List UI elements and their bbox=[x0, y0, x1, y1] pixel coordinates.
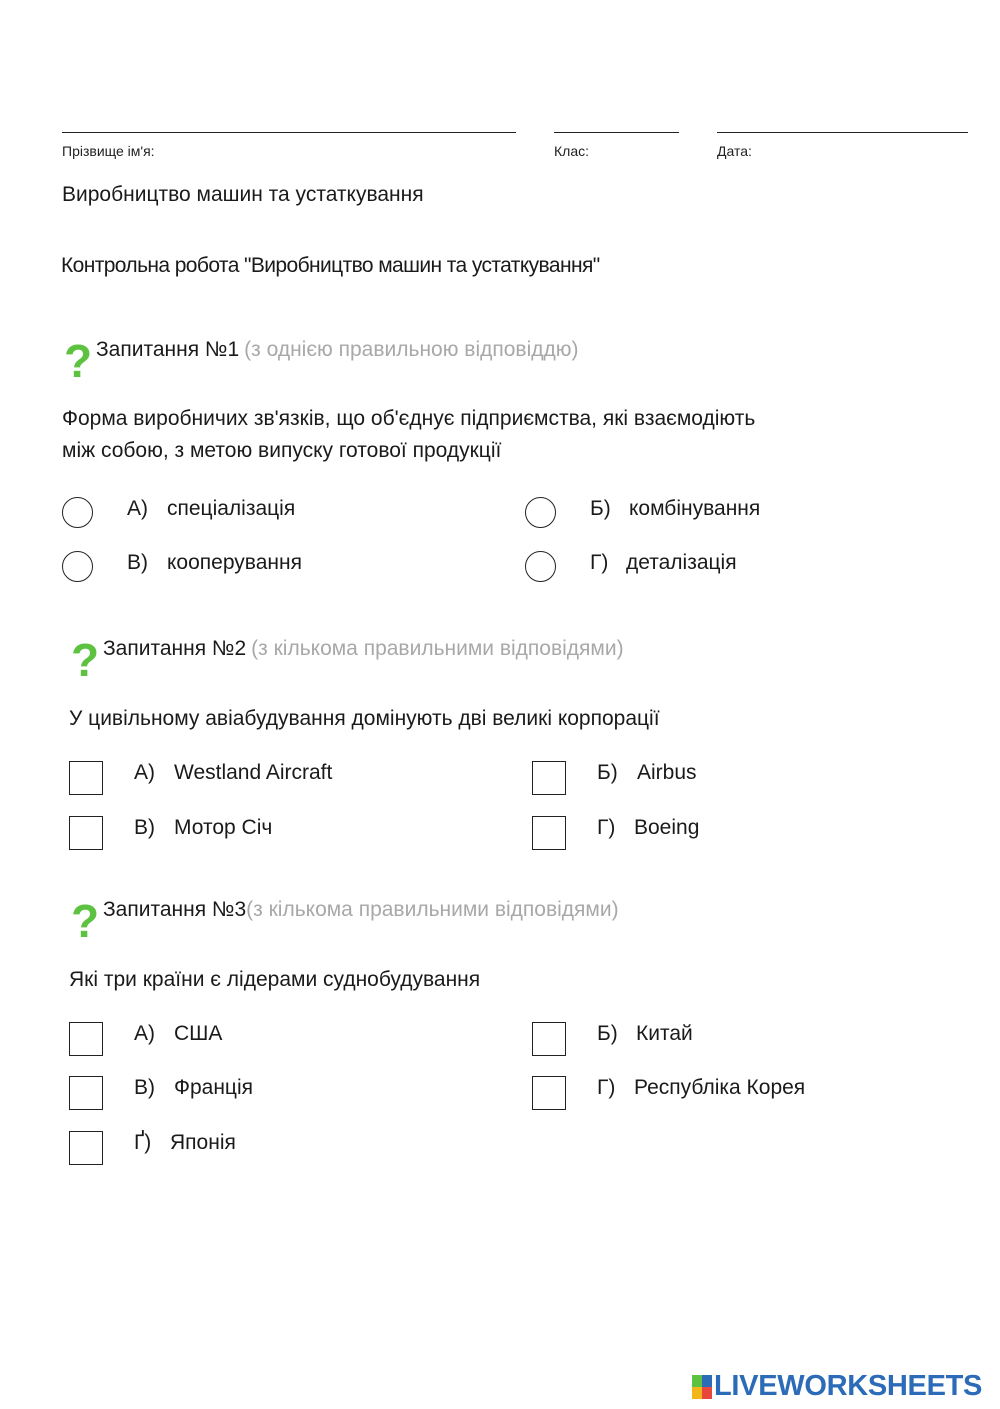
q2-option-d-checkbox[interactable] bbox=[532, 816, 566, 850]
q1-option-c-radio[interactable] bbox=[62, 551, 93, 582]
q1-option-c-letter: В) bbox=[127, 551, 148, 574]
q1-option-a-radio[interactable] bbox=[62, 497, 93, 528]
q3-option-a-letter: А) bbox=[134, 1022, 155, 1045]
question-2-text: У цивільному авіабудування домінують дві великі корпорації bbox=[69, 707, 660, 730]
q2-option-a-checkbox[interactable] bbox=[69, 761, 103, 795]
liveworksheets-logo-text: LIVEWORKSHEETS bbox=[714, 1370, 983, 1402]
question-3-title: Запитання №3 bbox=[103, 898, 247, 921]
date-label: Дата: bbox=[717, 143, 752, 159]
q3-option-e-checkbox[interactable] bbox=[69, 1131, 103, 1165]
q2-option-c-label[interactable]: Мотор Січ bbox=[174, 816, 273, 839]
name-label: Прізвище ім'я: bbox=[62, 143, 155, 159]
q3-option-b-label[interactable]: Китай bbox=[636, 1022, 693, 1045]
q3-option-d-letter: Г) bbox=[597, 1076, 616, 1099]
question-mark-icon: ? bbox=[71, 634, 100, 686]
q1-option-c-label[interactable]: кооперування bbox=[167, 551, 302, 574]
page-title: Виробництво машин та устаткування bbox=[62, 183, 424, 206]
question-1-text-line2: між собою, з метою випуску готової продукції bbox=[62, 439, 502, 462]
liveworksheets-logo-icon bbox=[692, 1375, 712, 1399]
class-line bbox=[554, 132, 679, 133]
q2-option-a-label[interactable]: Westland Aircraft bbox=[174, 761, 333, 784]
q3-option-b-checkbox[interactable] bbox=[532, 1022, 566, 1056]
question-mark-icon: ? bbox=[64, 335, 93, 387]
name-line bbox=[62, 132, 516, 133]
q3-option-a-label[interactable]: США bbox=[174, 1022, 223, 1045]
q3-option-d-label[interactable]: Республіка Корея bbox=[634, 1076, 806, 1099]
question-1-header bbox=[96, 338, 579, 362]
q2-option-d-letter: Г) bbox=[597, 816, 616, 839]
question-2-title: Запитання №2 bbox=[103, 637, 247, 660]
q1-option-b-letter: Б) bbox=[590, 497, 611, 520]
q1-option-a-label[interactable]: спеціалізація bbox=[167, 497, 296, 520]
question-3-header bbox=[103, 898, 619, 922]
q2-option-b-label[interactable]: Airbus bbox=[637, 761, 697, 784]
q2-option-c-letter: В) bbox=[134, 816, 155, 839]
q3-option-d-checkbox[interactable] bbox=[532, 1076, 566, 1110]
q1-option-a-letter: А) bbox=[127, 497, 148, 520]
q1-option-b-label[interactable]: комбінування bbox=[629, 497, 761, 520]
liveworksheets-logo bbox=[692, 1370, 982, 1403]
question-1-text-line1: Форма виробничих зв'язків, що об'єднує підприємства, які взаємодіють bbox=[62, 407, 756, 430]
q2-option-d-label[interactable]: Boeing bbox=[634, 816, 700, 839]
q1-option-b-radio[interactable] bbox=[525, 497, 556, 528]
class-label: Клас: bbox=[554, 143, 589, 159]
question-2-header bbox=[103, 637, 624, 661]
q3-option-c-letter: В) bbox=[134, 1076, 155, 1099]
q3-option-e-label[interactable]: Японія bbox=[170, 1131, 236, 1154]
worksheet-subtitle: Контрольна робота "Виробництво машин та устаткування" bbox=[61, 254, 600, 277]
question-2-hint: (з кількома правильними відповідями) bbox=[251, 637, 624, 660]
question-mark-icon: ? bbox=[71, 895, 100, 947]
date-line bbox=[717, 132, 968, 133]
question-3-hint: (з кількома правильними відповідями) bbox=[246, 898, 619, 921]
q2-option-b-checkbox[interactable] bbox=[532, 761, 566, 795]
q2-option-c-checkbox[interactable] bbox=[69, 816, 103, 850]
q1-option-d-letter: Г) bbox=[590, 551, 609, 574]
question-3-text: Які три країни є лідерами суднобудування bbox=[69, 968, 481, 991]
q2-option-b-letter: Б) bbox=[597, 761, 618, 784]
q1-option-d-radio[interactable] bbox=[525, 551, 556, 582]
q3-option-c-label[interactable]: Франція bbox=[174, 1076, 253, 1099]
question-1-title: Запитання №1 bbox=[96, 338, 240, 361]
q2-option-a-letter: А) bbox=[134, 761, 155, 784]
question-1-hint: (з однією правильною відповіддю) bbox=[244, 338, 579, 361]
q3-option-a-checkbox[interactable] bbox=[69, 1022, 103, 1056]
q3-option-e-letter: Ґ) bbox=[134, 1131, 152, 1154]
q1-option-d-label[interactable]: деталізація bbox=[626, 551, 737, 574]
q3-option-b-letter: Б) bbox=[597, 1022, 618, 1045]
q3-option-c-checkbox[interactable] bbox=[69, 1076, 103, 1110]
